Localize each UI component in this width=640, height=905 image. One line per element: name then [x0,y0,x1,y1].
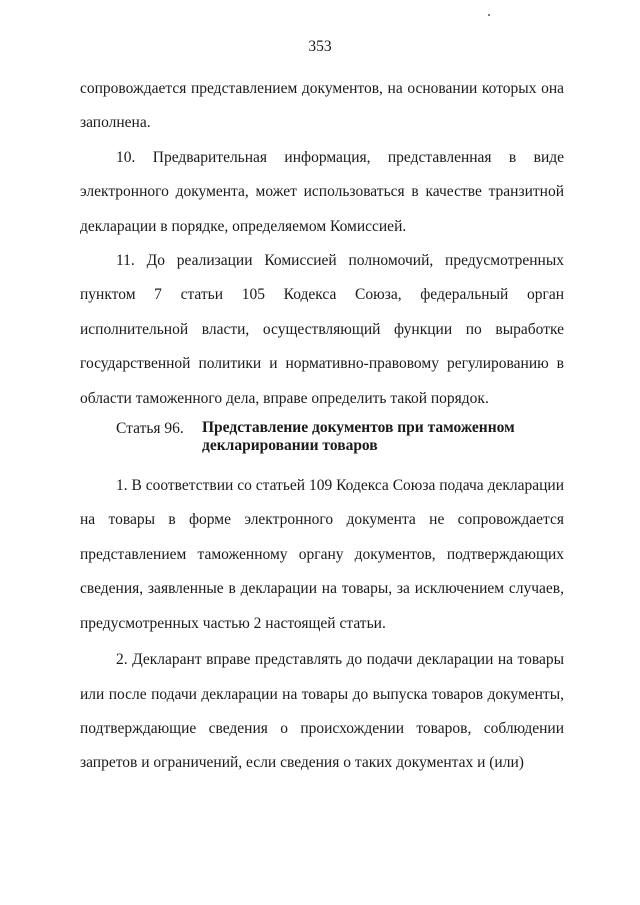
article-paragraph-1: 1. В соответствии со статьей 109 Кодекса Союза подача декларации на товары в форме электронного документа не сопровождается представлением таможенному органу документов, подтверждающих сведения, заявленные в декларации на товары, за исключением случаев, предусмотренных частью 2 настоящей статьи. [80,477,564,632]
article-label: Статья 96. [116,420,184,438]
scan-speck [488,14,490,16]
article-paragraph-2: 2. Декларант вправе представлять до подачи декларации на товары или после подачи декларации на товары до выпуска товаров документы, подтверждающие сведения о происхождении товаров, соблюдении запретов и ограничений, если сведения о таких документах и (или) [80,651,564,772]
paragraph-item-10: 10. Предварительная информация, представленная в виде электронного документа, может использоваться в качестве транзитной декларации в порядке, определяемом Комиссией. [80,148,564,235]
paragraph-item-11: 11. До реализации Комиссией полномочий, предусмотренных пунктом 7 статьи 105 Кодекса Союза, федеральный орган исполнительной власти, осуществляющий функции по выработке государственной политики и нормативно-правовому регулированию в области таможенного дела, вправе определить такой порядок. [80,252,564,407]
paragraph-continuation: сопровождается представлением документов, на основании которых она заполнена. [80,80,564,132]
article-heading [80,419,564,455]
article-title: Представление документов при таможенном декларировании товаров [202,419,515,455]
page-number: 353 [308,38,332,55]
page-content [80,72,564,781]
